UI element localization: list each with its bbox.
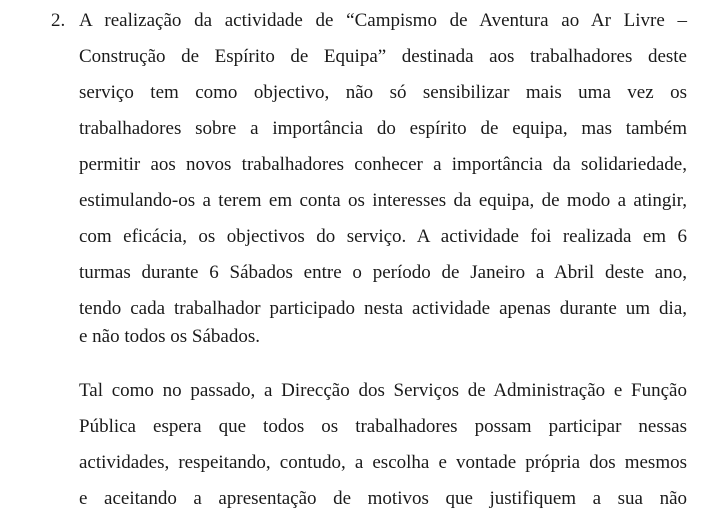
item-line: serviço tem como objectivo, não só sensibilizar mais uma vez os	[79, 82, 687, 103]
item-line: e não todos os Sábados.	[79, 326, 261, 347]
paragraph-line: Tal como no passado, a Direcção dos Serviços de Administração e Função	[79, 380, 687, 401]
paragraph-line: e aceitando a apresentação de motivos que justifiquem a sua não	[79, 488, 687, 509]
item-line: tendo cada trabalhador participado nesta actividade apenas durante um dia,	[79, 298, 687, 319]
item-line: permitir aos novos trabalhadores conhecer a importância da solidariedade,	[79, 154, 687, 175]
item-line: com eficácia, os objectivos do serviço. A actividade foi realizada em 6	[79, 226, 687, 247]
item-line: Construção de Espírito de Equipa” destinada aos trabalhadores deste	[79, 46, 687, 67]
item-line: estimulando-os a terem em conta os interesses da equipa, de modo a atingir,	[79, 190, 687, 211]
item-line: turmas durante 6 Sábados entre o período de Janeiro a Abril deste ano,	[79, 262, 687, 283]
paragraph-line: actividades, respeitando, contudo, a escolha e vontade própria dos mesmos	[79, 452, 687, 473]
item-line: trabalhadores sobre a importância do espírito de equipa, mas também	[79, 118, 687, 139]
paragraph-line: Pública espera que todos os trabalhadores possam participar nessas	[79, 416, 687, 437]
item-line: A realização da actividade de “Campismo de Aventura ao Ar Livre –	[79, 10, 687, 31]
list-item-number: 2.	[51, 10, 66, 31]
